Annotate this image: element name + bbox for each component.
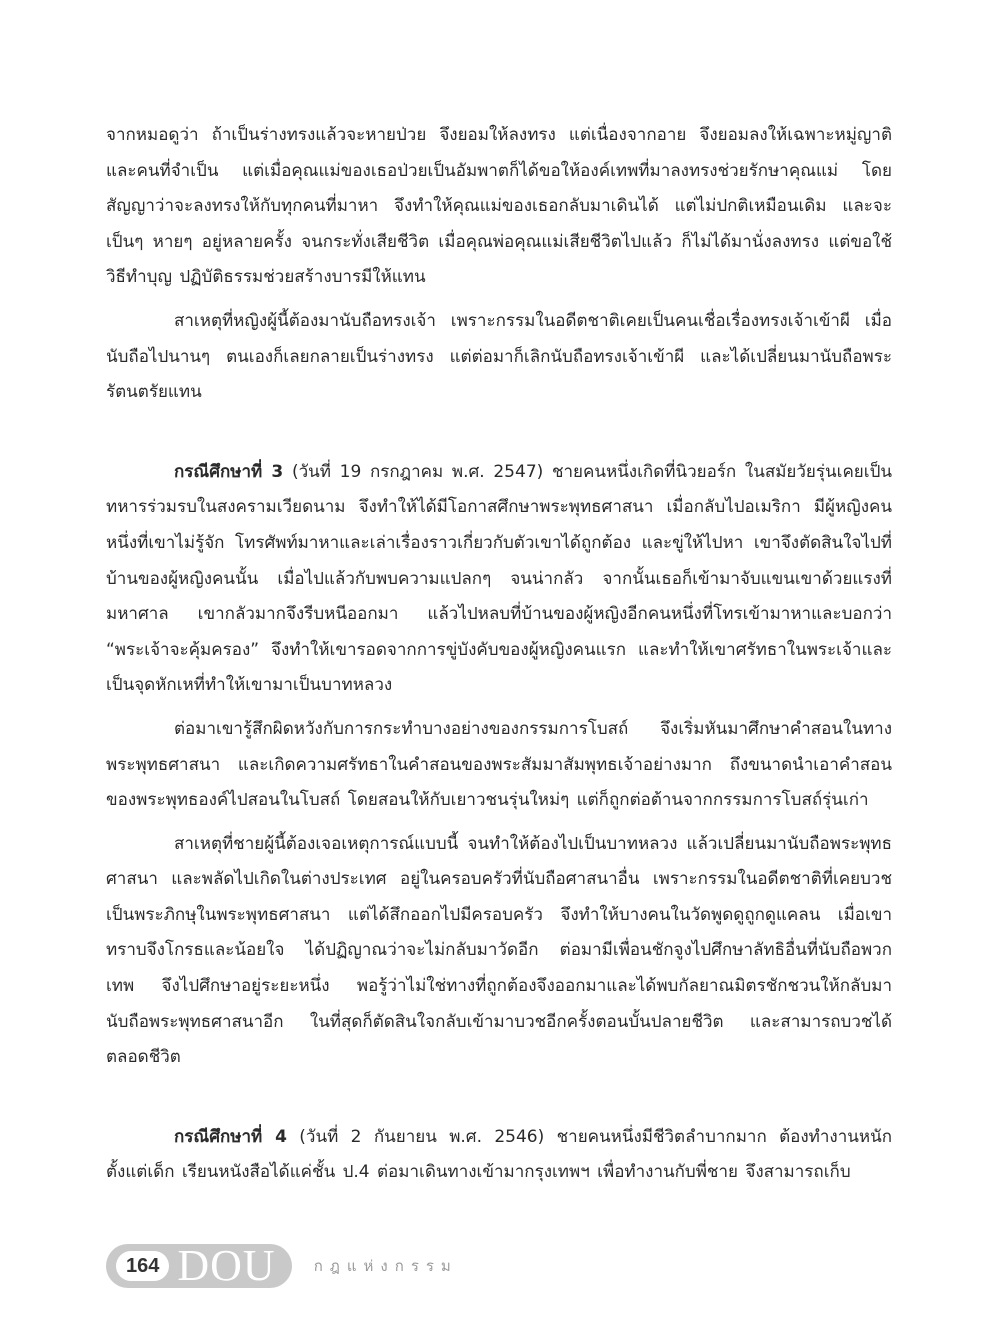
paragraph-1: จากหมอดูว่า ถ้าเป็นร่างทรงแล้วจะหายป่วย จึงยอมให้ลงทรง แต่เนื่องจากอาย จึงยอมลงให้เฉพาะหมู่ญาติและคนที่จำเป็น แต่เมื่อคุณแม่ของเธอป่วยเป็นอัมพาตก็ได้ขอให้องค์เทพที่มาลงทรงช่วยรักษาคุณแม่ โดยสัญญาว่าจะลงทรงให้กับทุกคนที่มาหา จึงทำให้คุณแม่ของเธอกลับมาเดินได้ แต่ไม่ปกติเหมือนเดิม และจะเป็นๆ หายๆ อยู่หลายครั้ง จนกระทั่งเสียชีวิต เมื่อคุณพ่อคุณแม่เสียชีวิตไปแล้ว ก็ไม่ได้มานั่งลงทรง แต่ขอใช้วิธีทำบุญ ปฏิบัติธรรมช่วยสร้างบารมีให้แทน: [106, 125, 892, 288]
case-study-3-paragraph: [106, 455, 892, 704]
page-number: 164: [116, 1251, 169, 1281]
case-study-3-title: กรณีศึกษาที่ 3: [174, 461, 284, 482]
footer-badge: [106, 1241, 292, 1290]
case-study-4-title: กรณีศึกษาที่ 4: [174, 1126, 287, 1147]
body-content: [106, 118, 892, 1191]
page-footer: [106, 1243, 458, 1289]
paragraph-2: สาเหตุที่หญิงผู้นี้ต้องมานับถือทรงเจ้า เพราะกรรมในอดีตชาติเคยเป็นคนเชื่อเรื่องทรงเจ้าเข้าผี เมื่อนับถือไปนานๆ ตนเองก็เลยกลายเป็นร่างทรง แต่ต่อมาก็เลิกนับถือทรงเจ้าเข้าผี และได้เปลี่ยนมานับถือพระรัตนตรัยแทน: [106, 310, 892, 403]
case-study-4-body: (วันที่ 2 กันยายน พ.ศ. 2546) ชายคนหนึ่งมีชีวิตลำบากมาก ต้องทำงานหนักตั้งแต่เด็ก เรียนหนังสือได้แค่ชั้น ป.4 ต่อมาเดินทางเข้ามากรุงเทพฯ เพื่อทำงานกับพี่ชาย จึงสามารถเก็บ: [106, 1126, 892, 1183]
paragraph-5: สาเหตุที่ชายผู้นี้ต้องเจอเหตุการณ์แบบนี้ จนทำให้ต้องไปเป็นบาทหลวง แล้วเปลี่ยนมานับถือพระพุทธศาสนา และพลัดไปเกิดในต่างประเทศ อยู่ในครอบครัวที่นับถือศาสนาอื่น เพราะกรรมในอดีตชาติที่เคยบวชเป็นพระภิกษุในพระพุทธศาสนา แต่ได้สึกออกไปมีครอบครัว จึงทำให้บางคนในวัดพูดดูถูกดูแคลน เมื่อเขาทราบจึงโกรธและน้อยใจ ได้ปฏิญาณว่าจะไม่กลับมาวัดอีก ต่อมามีเพื่อนชักจูงไปศึกษาลัทธิอื่นที่นับถือพวกเทพ จึงไปศึกษาอยู่ระยะหนึ่ง พอรู้ว่าไม่ใช่ทางที่ถูกต้องจึงออกมาและได้พบกัลยาณมิตรชักชวนให้กลับมานับถือพระพุทธศาสนาอีก ในที่สุดก็ตัดสินใจกลับเข้ามาบวชอีกครั้งตอนบั้นปลายชีวิต และสามารถบวชได้ตลอดชีวิต: [106, 833, 892, 1068]
book-title: กฎแห่งกรรม: [313, 1257, 458, 1275]
dou-logo: DOU: [177, 1241, 276, 1290]
paragraph-4: ต่อมาเขารู้สึกผิดหวังกับการกระทำบางอย่างของกรรมการโบสถ์ จึงเริ่มหันมาศึกษาคำสอนในทางพระพุทธศาสนา และเกิดความศรัทธาในคำสอนของพระสัมมาสัมพุทธเจ้าอย่างมาก ถึงขนาดนำเอาคำสอนของพระพุทธองค์ไปสอนในโบสถ์ โดยสอนให้กับเยาวชนรุ่นใหม่ๆ แต่ก็ถูกต่อต้านจากกรรมการโบสถ์รุ่นเก่า: [106, 718, 892, 811]
case-study-4-paragraph: [106, 1120, 892, 1191]
case-study-3-body: (วันที่ 19 กรกฎาคม พ.ศ. 2547) ชายคนหนึ่งเกิดที่นิวยอร์ก ในสมัยวัยรุ่นเคยเป็นทหารร่วมรบในสงครามเวียดนาม จึงทำให้ได้มีโอกาสศึกษาพระพุทธศาสนา เมื่อกลับไปอเมริกา มีผู้หญิงคนหนึ่งที่เขาไม่รู้จัก โทรศัพท์มาหาและเล่าเรื่องราวเกี่ยวกับตัวเขาได้ถูกต้อง และขู่ให้ไปหา เขาจึงตัดสินใจไปที่บ้านของผู้หญิงคนนั้น เมื่อไปแล้วกับพบความแปลกๆ จนน่ากลัว จากนั้นเธอก็เข้ามาจับแขนเขาด้วยแรงที่มหาศาล เขากลัวมากจึงรีบหนีออกมา แล้วไปหลบที่บ้านของผู้หญิงอีกคนหนึ่งที่โทรเข้ามาหาและบอกว่า “พระเจ้าจะคุ้มครอง” จึงทำให้เขารอดจากการขู่บังคับของผู้หญิงคนแรก และทำให้เขาศรัทธาในพระเจ้าและเป็นจุดหักเหที่ทำให้เขามาเป็นบาทหลวง: [106, 461, 892, 696]
